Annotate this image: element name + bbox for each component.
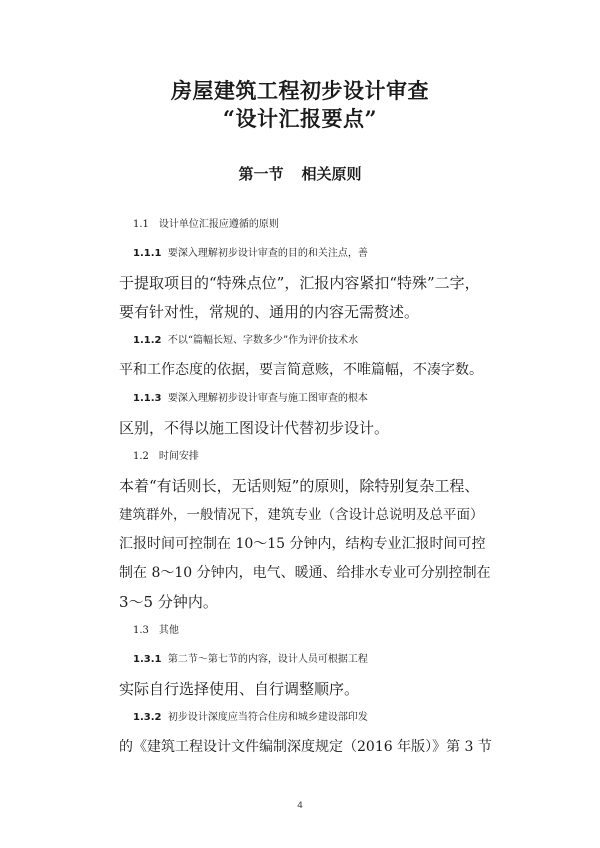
para-1-2-line2: 建筑群外，一般情况下，建筑专业（含设计总说明及总平面） xyxy=(119,507,484,523)
page-number: 4 xyxy=(297,801,303,811)
para-1-1-3-line2: 区别，不得以施工图设计代替初步设计。 xyxy=(119,419,390,437)
para-1-3-2-line1 xyxy=(133,707,509,729)
clause-number: 1.1.2 xyxy=(133,335,162,346)
clause-number: 1.3.2 xyxy=(133,712,162,723)
para-1-1-1-line1 xyxy=(133,243,509,265)
document-title-line1: 房屋建筑工程初步设计审查 xyxy=(171,78,429,103)
para-1-2-line1: 本着“有话则长，无话则短”的原则，除特别复杂工程、 xyxy=(119,477,480,495)
section-number: 第一节 xyxy=(238,165,284,183)
clause-text: 初步设计深度应当符合住房和城乡建设部印发 xyxy=(167,712,368,723)
para-1-1-2-line1 xyxy=(133,330,509,352)
clause-text: 要深入理解初步设计审查的目的和关注点，善 xyxy=(167,248,368,259)
para-1-3-1-line1 xyxy=(133,649,509,671)
para-1-3-2-line2: 的《建筑工程设计文件编制深度规定（2016 年版）》第 3 节 xyxy=(119,739,492,755)
clause-number: 1.1.3 xyxy=(133,393,162,404)
para-1-1-3-line1 xyxy=(133,388,509,410)
heading-1-3: 1.3 其他 xyxy=(133,625,179,636)
heading-1-2: 1.2 时间安排 xyxy=(133,451,199,462)
clause-number: 1.1.1 xyxy=(133,248,162,259)
para-1-1-2-line2: 平和工作态度的依据，要言简意赅，不唯篇幅，不凑字数。 xyxy=(119,362,483,378)
clause-text: 要深入理解初步设计审查与施工图审查的根本 xyxy=(167,393,368,404)
clause-text: 不以“篇幅长短、字数多少”作为评价技术水 xyxy=(167,335,359,346)
para-1-1-1-line3: 要有针对性，常规的、通用的内容无需赘述。 xyxy=(119,303,420,321)
para-1-2-line3: 汇报时间可控制在 10～15 分钟内，结构专业汇报时间可控 xyxy=(119,536,486,552)
para-1-1-1-line2: 于提取项目的“特殊点位”，汇报内容紧扣“特殊”二字， xyxy=(119,274,480,292)
section-name: 相关原则 xyxy=(301,165,362,183)
clause-text: 第二节～第七节的内容，设计人员可根据工程 xyxy=(167,654,368,665)
para-1-2-line5: 3～5 分钟内。 xyxy=(119,593,218,611)
para-1-2-line4: 制在 8～10 分钟内，电气、暖通、给排水专业可分别控制在 xyxy=(119,565,491,581)
document-title-line2: “设计汇报要点” xyxy=(222,106,378,131)
clause-number: 1.3.1 xyxy=(133,654,162,665)
heading-1-1: 1.1 设计单位汇报应遵循的原则 xyxy=(133,219,279,230)
para-1-3-1-line2: 实际自行选择使用、自行调整顺序。 xyxy=(119,680,360,698)
section-heading xyxy=(0,164,600,184)
